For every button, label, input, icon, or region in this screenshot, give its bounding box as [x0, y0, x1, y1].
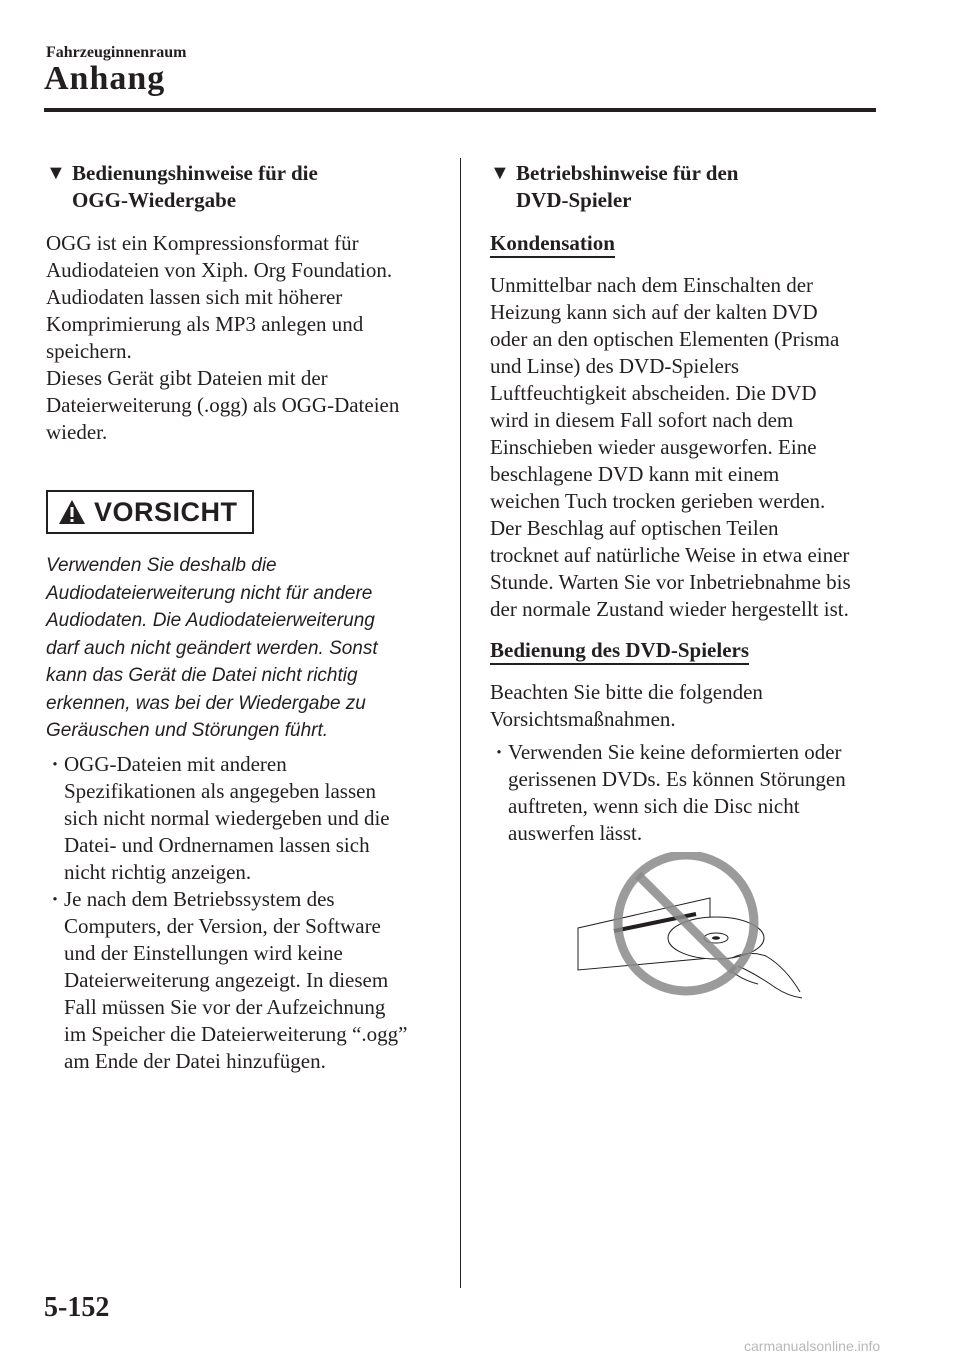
- dvd-heading-text: Betriebshinweise für den DVD-Spieler: [516, 161, 739, 212]
- ogg-bullet-list: [46, 751, 446, 1075]
- dvd-operation-subheading: Bedienung des DVD-Spielers: [490, 637, 749, 665]
- column-divider: [460, 158, 461, 1288]
- triangle-marker-icon: ▼: [490, 162, 510, 184]
- caution-text: Verwenden Sie deshalb die Audiodateierweiterung nicht für andere Audiodaten. Die Audiodateierweiterung darf auch nicht geändert werden. Sonst kann das Gerät die Datei nicht richtig erkennen, was bei der Wiedergabe zu Geräuschen und Störungen führt.: [46, 555, 378, 741]
- list-item-text: Verwenden Sie keine deformierten oder gerissenen DVDs. Es können Störungen auftreten, wenn sich die Disc nicht auswerfen lässt.: [508, 740, 846, 845]
- ogg-heading-text: Bedienungshinweise für die OGG-Wiedergabe: [72, 161, 318, 212]
- dvd-section-heading: [490, 160, 890, 214]
- caution-box: [46, 490, 254, 534]
- triangle-marker-icon: ▼: [46, 162, 66, 184]
- caution-label: VORSICHT: [94, 496, 238, 527]
- list-item-text: OGG-Dateien mit anderen Spezifikationen als angegeben lassen sich nicht normal wiedergeben und die Datei- und Ordnernamen lassen sich nicht richtig anzeigen.: [64, 751, 390, 884]
- list-item: [46, 751, 446, 886]
- header-divider: [44, 108, 876, 112]
- condensation-subheading: Kondensation: [490, 230, 615, 258]
- section-label: Fahrzeuginnenraum: [46, 44, 187, 61]
- dvd-operation-paragraph: Beachten Sie bitte die folgenden Vorsichtsmaßnahmen.: [490, 680, 763, 731]
- dvd-bullet-list: [490, 739, 890, 847]
- left-column: [46, 160, 446, 1075]
- list-item: [490, 739, 890, 847]
- right-column: [490, 160, 890, 847]
- ogg-intro-paragraph: OGG ist ein Kompressionsformat für Audiodateien von Xiph. Org Foundation. Audiodaten lassen sich mit höherer Komprimierung als MP3 anlegen und speichern. Dieses Gerät gibt Dateien mit der Dateierweiterung (.ogg) als OGG-Dateien wieder.: [46, 231, 400, 444]
- bullet-dot-icon: ·: [51, 751, 59, 776]
- prohibited-dvd-illustration: [570, 852, 810, 1002]
- page-title: Anhang: [44, 60, 166, 97]
- ogg-section-heading: [46, 160, 446, 214]
- condensation-paragraph: Unmittelbar nach dem Einschalten der Heizung kann sich auf der kalten DVD oder an den optischen Elementen (Prisma und Linse) des DVD-Spielers Luftfeuchtigkeit abscheiden. Die DVD wird in diesem Fall sofort nach dem Einschieben wieder ausgeworfen. Eine beschlagene DVD kann mit einem weichen Tuch trocken gerieben werden. Der Beschlag auf optischen Teilen trocknet auf natürliche Weise in etwa einer Stunde. Warten Sie vor Inbetriebnahme bis der normale Zustand wieder hergestellt ist.: [490, 273, 851, 621]
- page-number: 5-152: [44, 1292, 110, 1323]
- bullet-dot-icon: ·: [495, 740, 503, 764]
- watermark: carmanualsonline.info: [744, 1338, 881, 1354]
- list-item: [46, 886, 446, 1075]
- warning-triangle-icon: [58, 499, 86, 525]
- bullet-dot-icon: ·: [51, 886, 59, 911]
- list-item-text: Je nach dem Betriebssystem des Computers, der Version, der Software und der Einstellungen wird keine Dateierweiterung angezeigt. In diesem Fall müssen Sie vor der Aufzeichnung im Speicher die Dateierweiterung “.ogg” am Ende der Datei hinzufügen.: [64, 886, 408, 1073]
